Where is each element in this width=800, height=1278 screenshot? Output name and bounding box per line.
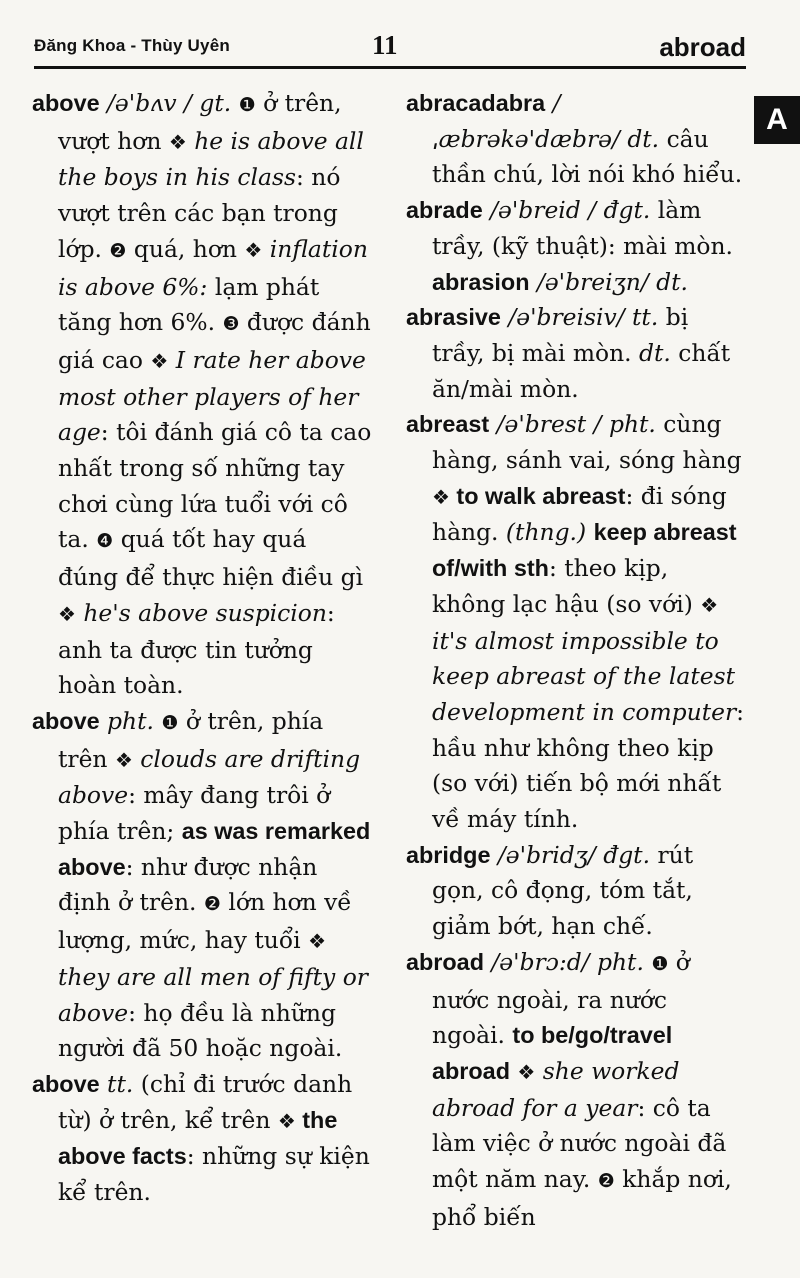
definition-text: : anh ta được tin tưởng hoàn toàn. [58,598,335,700]
example-text: they are all men of fifty or above [58,962,368,1027]
thumb-index-tab: A [754,96,800,144]
sense-number: ❹ [96,530,114,553]
sense-number: ❶ [161,711,179,734]
entry-part-of-speech: gt. [199,89,232,117]
example-text: he is above all the boys in his class [58,126,364,192]
header-rule [34,66,746,69]
entry-headword: above [32,707,100,734]
entry-headword: above [32,90,100,116]
definition-text: quá, hơn [126,234,245,263]
phrase-text: as was remarked above [58,818,371,880]
example-text: inflation is above 6%: [58,234,368,301]
sense-number: ❶ [651,952,669,975]
definition-text: : họ đều là những người đã 50 hoặc ngoài. [58,998,343,1063]
page-header [34,30,746,68]
entry-pronunciation: /ə'brest / [496,410,602,439]
sense-number: ❸ [222,313,240,336]
definition-text: được đánh giá cao [58,308,371,374]
entry-headword: abrade [406,197,483,224]
definition-text: chất ăn/mài mòn. [432,338,731,403]
example-marker-icon: ❖ [308,929,327,954]
definition-text: cùng hàng, sánh vai, sóng hàng [432,410,742,475]
left-column [32,86,372,1211]
definition-text: : như được nhận định ở trên. [58,852,318,917]
entry-part-of-speech: dt. [656,267,688,296]
example-marker-icon: ❖ [244,237,263,262]
phrase-text: the above facts [58,1106,338,1170]
dictionary-entry [406,86,746,193]
example-marker-icon: ❖ [150,348,169,373]
dictionary-entry [406,838,746,945]
definition-text: lạm phát tăng hơn 6%. [58,272,320,337]
entry-pronunciation: /ə'bridʒ/ [497,840,596,869]
example-text: I rate her above most other players of her age [58,345,366,447]
entry-headword: abrasive [406,304,501,331]
entry-part-of-speech: pht. [597,947,644,976]
example-marker-icon: ❖ [517,1059,536,1084]
authors: Đăng Khoa - Thùy Uyên [34,36,230,55]
definition-text: câu thần chú, lời nói khó hiểu. [432,124,743,189]
example-marker-icon: ❖ [168,129,187,154]
dictionary-entry [32,86,372,704]
sense-number: ❷ [109,239,127,262]
entry-part-of-speech: pht. [107,706,154,735]
definition-text: làm trầy, (kỹ thuật): mài mòn. [432,196,733,260]
dictionary-entry [406,945,746,1236]
entry-pronunciation: /ə'breiʒn/ [536,267,649,296]
phrase-text: to walk abreast [449,482,626,509]
dictionary-entry [406,407,746,837]
example-marker-icon: ❖ [58,601,76,626]
entry-pronunciation: /ˌæbrəkə'dæbrə/ [432,89,620,153]
entry-part-of-speech: tt. [632,303,659,332]
dictionary-entry [32,1067,372,1211]
phrase-text: keep abreast of/with sth [432,519,737,582]
dictionary-entry [406,193,746,264]
definition-text: : theo kịp, không lạc hậu (so với) [432,554,701,618]
definition-text: : đi sóng hàng. [432,481,727,547]
entry-part-of-speech: đgt. [603,840,651,869]
guide-word: abroad [659,32,746,62]
definition-text: : tôi đánh giá cô ta cao nhất trong số những tay chơi cùng lứa tuổi với cô ta. [58,418,372,554]
example-marker-icon: ❖ [114,747,133,772]
entry-headword: abroad [406,948,484,975]
example-text: clouds are drifting above [58,744,361,810]
definition-text: khắp nơi, phổ biến [432,1165,732,1231]
definition-text: lớn hơn về lượng, mức, hay tuổi [58,888,352,955]
sense-number: ❶ [238,94,256,116]
example-text: she worked abroad for a year [432,1056,680,1122]
definition-text: ở nước ngoài, ra nước ngoài. [432,947,690,1050]
example-text: he's above suspicion [75,598,327,627]
example-text: it's almost impossible to keep abreast of the latest development in computer [432,626,737,726]
entry-pronunciation: /ə'breisiv/ [508,303,625,332]
definition-text: rút gọn, cô đọng, tóm tắt, giảm bớt, hạn chế. [432,840,694,941]
example-marker-icon: ❖ [700,592,719,617]
definition-text: : nó vượt trên các bạn trong lớp. [58,163,341,263]
right-column [406,86,746,1236]
entry-headword: abridge [406,841,491,868]
example-marker-icon: ❖ [277,1108,296,1133]
entry-part-of-speech: đgt. [603,196,651,225]
definition-text: (chỉ đi trước danh từ) ở trên, kể trên [58,1069,353,1134]
dictionary-entry [32,704,372,1067]
definition-text: bị trầy, bị mài mòn. [432,303,689,367]
definition-text: quá tốt hay quá đúng để thực hiện điều gì [58,525,364,592]
definition-text: : hầu như không theo kịp (so với) tiến bộ mới nhất về máy tính. [432,697,745,834]
definition-text: ở trên, phía trên [58,706,324,773]
page-number: 11 [372,30,398,60]
entry-part-of-speech: pht. [608,410,656,439]
sense-number: ❷ [597,1170,615,1193]
entry-pronunciation: /ə'bʌv / [107,89,192,117]
dictionary-entry [406,300,746,407]
entry-headword: abrasion [432,268,530,295]
entry-pronunciation: /ə'brɔ:d/ [491,947,590,976]
sense-number: ❷ [203,893,221,916]
definition-text: : những sự kiện kể trên. [58,1142,370,1207]
example-text: dt. [639,338,671,367]
example-marker-icon: ❖ [432,484,450,509]
definition-text: : cô ta làm việc ở nước ngoài đã một năm nay. [432,1093,727,1194]
entry-headword: abreast [406,411,490,438]
entry-pronunciation: /ə'breid / [490,196,597,225]
definition-text: : mây đang trôi ở phía trên; [58,781,331,846]
phrase-text: to be/go/travel abroad [432,1022,673,1084]
example-text: (thng.) [505,518,587,547]
definition-text: ở trên, vượt hơn [58,89,342,155]
dictionary-entry [406,265,746,301]
entry-part-of-speech: tt. [107,1069,134,1098]
entry-headword: above [32,1070,100,1097]
definition-text [586,518,593,546]
entry-headword: abracadabra [406,90,546,116]
entry-part-of-speech: dt. [627,124,660,153]
